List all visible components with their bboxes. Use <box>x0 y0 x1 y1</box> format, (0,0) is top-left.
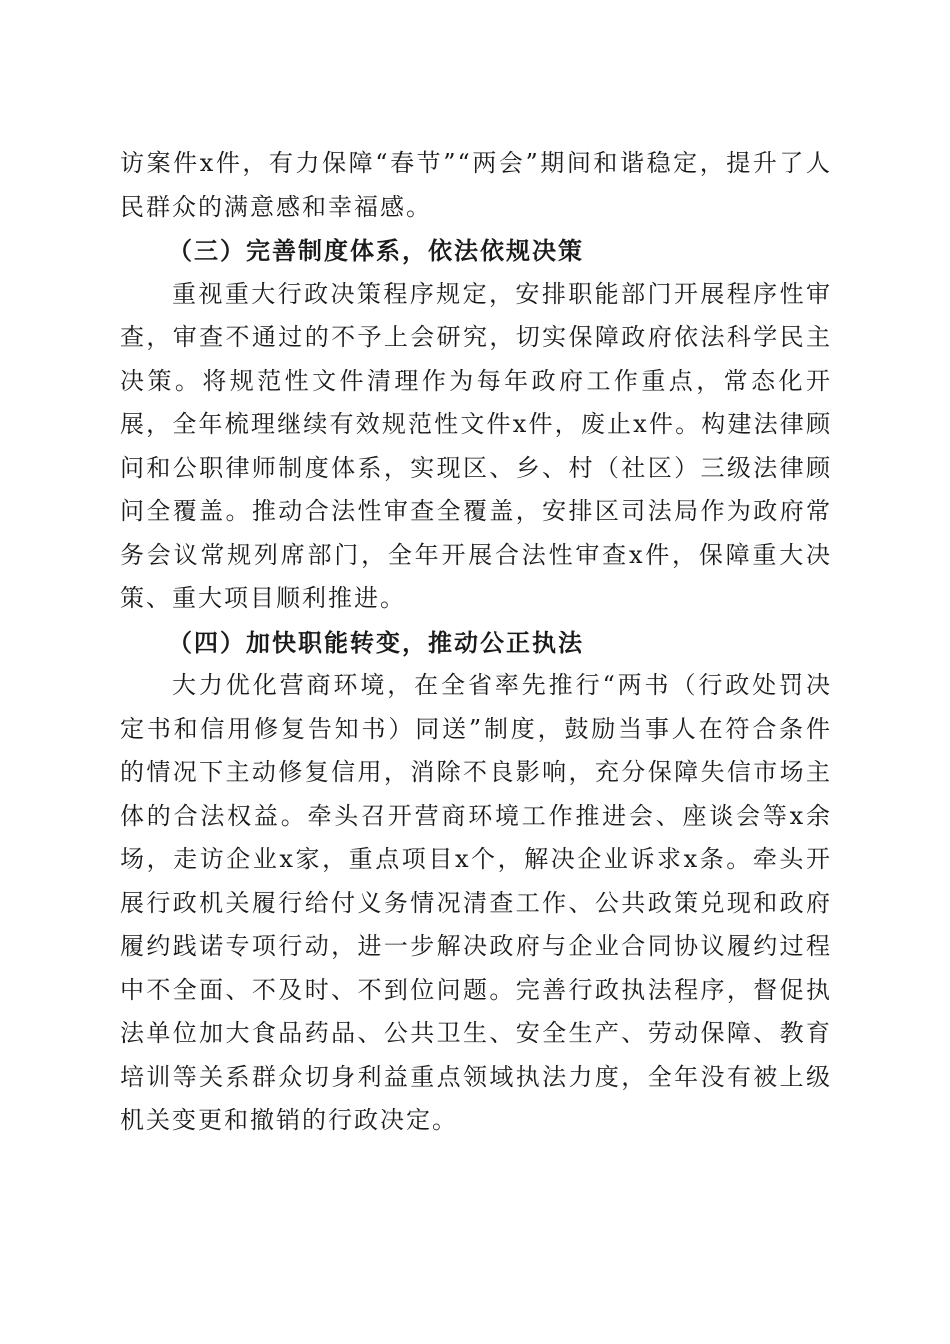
section-heading-4: （四）加快职能转变，推动公正执法 <box>168 627 584 657</box>
paragraph-law-enforcement: 大力优化营商环境，在全省率先推行“两书（行政处罚决定书和信用修复告知书）同送”制度，鼓励当事人在符合条件的情况下主动修复信用，消除不良影响，充分保障失信市场主体的合法权益。牵头召开营商环境工作推进会、座谈会等x余场，走访企业x家，重点项目x个，解决企业诉求x条。牵头开展行政机关履行给付义务情况清查工作、公共政策兑现和政府履约践诺专项行动，进一步解决政府与企业合同协议履约过程中不全面、不及时、不到位问题。完善行政执法程序，督促执法单位加大食品药品、公共卫生、安全生产、劳动保障、教育培训等关系群众切身利益重点领域执法力度，全年没有被上级机关变更和撤销的行政决定。 <box>120 671 832 1134</box>
paragraph-continued: 访案件x件，有力保障“春节”“两会”期间和谐稳定，提升了人民群众的满意感和幸福感。 <box>120 149 832 221</box>
section-heading-3: （三）完善制度体系，依法依规决策 <box>168 236 584 265</box>
document-page <box>120 142 832 1143</box>
paragraph-decision-making: 重视重大行政决策程序规定，安排职能部门开展程序性审查，审查不通过的不予上会研究，切实保障政府依法科学民主决策。将规范性文件清理作为每年政府工作重点，常态化开展，全年梳理继续有效规范性文件x件，废止x件。构建法律顾问和公职律师制度体系，实现区、乡、村（社区）三级法律顾问全覆盖。推动合法性审查全覆盖，安排区司法局作为政府常务会议常规列席部门，全年开展合法性审查x件，保障重大决策、重大项目顺利推进。 <box>120 279 832 612</box>
